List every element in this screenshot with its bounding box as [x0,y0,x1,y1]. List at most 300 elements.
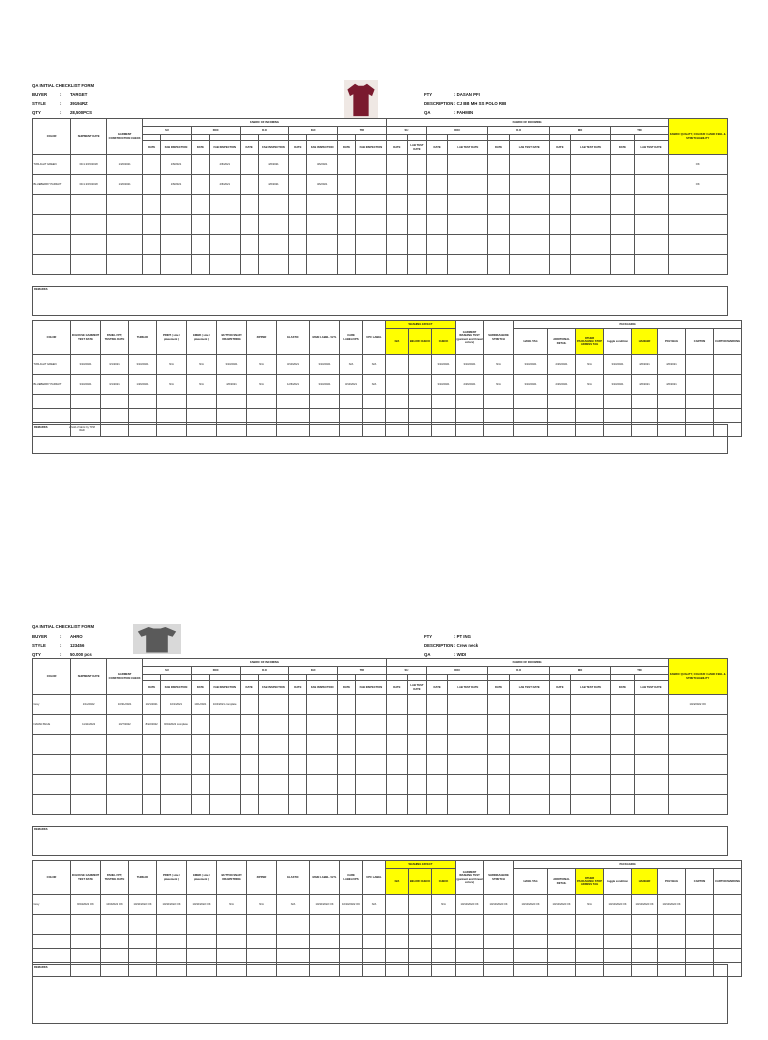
table-cell [258,735,289,755]
table-row [33,755,728,775]
table-cell [714,949,742,963]
table-cell [611,695,634,715]
table-cell: 1/26/2021 [277,375,310,395]
table-cell [448,695,488,715]
table-cell [549,155,570,175]
table-cell: N/A [576,895,604,915]
form-title: QA INITIAL CHECKLIST FORM [32,624,95,629]
table-cell [71,409,101,423]
header-field [424,632,478,641]
table-cell [409,409,432,423]
table-cell [488,175,509,195]
table-cell [338,195,356,215]
header-field [424,641,478,650]
table-row [33,735,728,755]
table-cell [634,735,668,755]
remarks-label: REMARKS [34,426,48,429]
table-row [33,255,728,275]
column-header-thread: THREAD [129,321,157,355]
table-cell: N/A [576,375,604,395]
table-cell [310,409,340,423]
table-cell [386,215,407,235]
group-header: SU [386,667,426,675]
table-cell [571,235,611,255]
table-cell [338,235,356,255]
table-row [33,175,728,195]
table-cell [356,195,387,215]
table-cell [363,935,386,949]
table-cell [514,395,548,409]
field-colon: : [60,643,62,648]
table-cell: N/A [484,375,514,395]
table-cell [209,215,240,235]
table-cell [129,395,157,409]
column-header-fab-inspection: FAB INSPECTION [356,681,387,695]
table-cell [488,775,509,795]
column-header-mainlabel: MAIN LABEL / HTL [310,321,340,355]
table-cell [143,215,161,235]
table-row [33,775,728,795]
group-header: SU [386,127,426,135]
table-cell [240,215,258,235]
row-color: TWILIGHT GREEN [33,155,71,175]
table-cell [356,715,387,735]
table-cell [548,935,576,949]
table-cell [448,215,488,235]
table-cell [509,695,549,715]
column-header-fab-inspection: FAB INSPECTION [258,681,289,695]
table-cell: 10/10/2022 OK [129,895,157,915]
table-cell [217,915,247,935]
table-cell: 1/26/2021 [129,375,157,395]
table-cell [488,255,509,275]
table-cell [386,755,407,775]
table-cell [356,775,387,795]
table-cell [338,735,356,755]
table-cell [240,795,258,815]
table-cell [714,395,742,409]
table-cell: 3/10/2021 [604,355,632,375]
table-cell [129,915,157,935]
field-key: QTY [32,652,41,657]
table-cell [509,735,549,755]
row-garment-check [107,215,143,235]
table-cell [71,935,101,949]
table-cell [258,255,289,275]
row-color: Grey [33,895,71,915]
table-cell [187,935,217,949]
table-cell [307,795,338,815]
table-cell [209,715,240,735]
table-cell [386,795,407,815]
column-header-elastic: ELASTIC [277,861,310,895]
table-cell [157,395,187,409]
table-cell [448,255,488,275]
column-header-button: BUTTON SNAP/ DRAWSTRING [217,321,247,355]
column-header-date: DATE [549,681,570,695]
remarks-box [32,286,728,316]
table-cell [409,355,432,375]
field-key: DESCRIPTION [424,643,454,648]
table-cell [611,715,634,735]
table-cell [632,395,658,409]
table-cell: 10/1/2021 [191,695,209,715]
group-header: DOC [191,667,240,675]
table-cell [571,735,611,755]
row-garment-check [107,195,143,215]
field-key: STYLE [32,643,46,648]
table-cell: 3/10/2021 [310,355,340,375]
table-cell [604,949,632,963]
row-color [33,795,71,815]
column-header-fab-inspection: FAB INSPECTION [356,141,387,155]
row-shipment-date [71,775,107,795]
table-cell [386,775,407,795]
table-cell: 10/10/2022 OK [514,895,548,915]
column-header-date: DATE [611,141,634,155]
table-cell [191,735,209,755]
field-key: FTY [424,634,433,639]
column-header-fab-inspection: FAB INSPECTION [209,681,240,695]
header-field [32,108,92,117]
column-header-lab-test-date: LAB TEST DATE [571,681,611,695]
table-cell [604,409,632,423]
table-cell: N/A [277,895,310,915]
table-cell [307,735,338,755]
table-cell [432,409,456,423]
table-cell: N/A [247,355,277,375]
table-cell [363,915,386,935]
column-header-check: CHECK [432,869,456,895]
table-cell [634,255,668,275]
table-cell [686,409,714,423]
table-cell [549,735,570,755]
column-header-date: DATE [289,141,307,155]
table-cell [363,395,386,409]
table-cell [576,395,604,409]
column-header-fab-inspection: FAB INSPECTION [161,141,192,155]
table-cell [427,695,448,715]
table-cell: 1/8/2021 [161,175,192,195]
table-cell [427,195,448,215]
table-cell [714,895,742,915]
group-header: TRI [338,127,387,135]
row-color [33,255,71,275]
table-cell [611,155,634,175]
table-cell [338,255,356,275]
table-cell [209,735,240,755]
table-row [33,395,742,409]
column-header-polybag: POLYBAG [658,869,686,895]
table-cell [143,735,161,755]
table-cell [289,255,307,275]
table-cell [448,195,488,215]
table-cell: N/A [363,355,386,375]
table-cell [209,755,240,775]
table-cell [289,195,307,215]
column-header-shrinkage: SHRINKAGE/DE STRETCH [484,861,514,895]
table-cell [258,235,289,255]
table-cell [604,935,632,949]
column-header-garment-washing: GARMENT WASHING TEST (garment and thread colors) [456,321,484,355]
table-cell [548,949,576,963]
table-cell [338,715,356,735]
table-cell [611,195,634,215]
table-header-row [33,119,728,127]
table-cell [634,235,668,255]
table-cell [549,255,570,275]
table-cell: N/A [340,355,363,375]
table-cell [604,915,632,935]
table-cell [161,235,192,255]
group-header: TRI [611,127,668,135]
table-cell: 3/1/2021 [101,375,129,395]
field-key: STYLE [32,101,46,106]
table-cell: 10/4/2021 complete [209,695,240,715]
table-cell [240,155,258,175]
table-cell [509,715,549,735]
washing-effect-header: WASHING EFFECT [386,861,456,869]
field-colon: : [60,634,62,639]
table-cell [686,355,714,375]
table-cell [427,215,448,235]
table-cell [407,235,426,255]
table-cell [307,195,338,215]
column-header-carton: CARTON [686,869,714,895]
row-color [33,409,71,423]
table-row [33,935,742,949]
field-value: : CJ BB MH SS POLO RIB [454,101,507,106]
table-cell [576,409,604,423]
table-cell [407,715,426,735]
table-cell [307,715,338,735]
table-cell [509,775,549,795]
washing-effect-header: WASHING EFFECT [386,321,456,329]
table-cell: 10/10/2022 OK [456,895,484,915]
table-cell [340,395,363,409]
table-cell [191,195,209,215]
table-cell: 2/26/2021 [456,375,484,395]
trims-packaging-table [32,320,742,437]
column-header-zipper: ZIPPER [247,861,277,895]
table-cell [448,715,488,735]
table-cell [240,735,258,755]
field-value: : WIDI [454,652,467,657]
table-cell [191,255,209,275]
row-color [33,935,71,949]
column-header-date: DATE [240,681,258,695]
table-cell: 2/26/2021 [548,375,576,395]
table-cell [289,695,307,715]
table-cell [258,195,289,215]
table-cell: 10/10/2022 OK [187,895,217,915]
table-cell [509,255,549,275]
table-cell: 3/10/2021 [129,355,157,375]
column-header-na: N/A [386,869,409,895]
table-cell [611,235,634,255]
table-cell [209,195,240,215]
table-cell [448,775,488,795]
column-header-garment-washing: GARMENT WASHING TEST (garment and thread colors) [456,861,484,895]
table-cell: 3/10/2021 [71,375,101,395]
column-header-date: DATE [143,141,161,155]
table-cell: 8/24/2022 OK [71,895,101,915]
row-garment-check [107,795,143,815]
table-cell: 10/1/2021 [161,695,192,715]
field-value: : PT ING [454,634,471,639]
row-garment-check: 10/31/2021 [107,695,143,715]
table-cell [191,775,209,795]
field-key: DESCRIPTION [424,101,454,106]
table-cell [363,949,386,963]
header-field [424,99,506,108]
table-cell: N/A [157,355,187,375]
column-header-hanger: HANGER [632,329,658,355]
table-cell [258,695,289,715]
table-cell: 8/22/2022 [143,715,161,735]
column-header-below-check: BELOW CHECK [409,329,432,355]
column-header-fab-inspection: FAB INSPECTION [161,681,192,695]
column-header-lab-test-date: LAB TEST DATE [571,141,611,155]
table-cell [571,775,611,795]
table-cell: N/A [157,375,187,395]
column-header-date: DATE [386,141,407,155]
column-header-emb: EMBR ( size / placement ) [187,321,217,355]
row-color [33,775,71,795]
table-cell: 4/6/2021 [307,155,338,175]
table-cell [514,935,548,949]
field-key: BUYER [32,92,48,97]
table-cell [509,795,549,815]
table-cell: N/A [363,895,386,915]
row-fabric-quality [668,795,728,815]
table-cell [101,949,129,963]
table-cell [386,949,409,963]
table-cell [632,949,658,963]
table-cell [571,215,611,235]
table-cell [289,775,307,795]
table-cell [310,935,340,949]
table-cell [307,235,338,255]
table-cell [101,915,129,935]
table-cell [356,255,387,275]
table-cell [289,215,307,235]
table-cell [386,255,407,275]
table-cell [143,775,161,795]
table-row [33,409,742,423]
table-row [33,215,728,235]
table-cell [686,395,714,409]
table-cell [409,895,432,915]
table-cell [101,935,129,949]
table-cell [714,409,742,423]
table-cell [258,795,289,815]
table-cell [448,155,488,175]
table-cell [386,195,407,215]
row-fabric-quality [668,735,728,755]
table-cell [191,715,209,735]
table-row [33,695,728,715]
table-cell [456,395,484,409]
table-cell: 4/6/2021 [209,155,240,175]
table-cell: 10/1/2021 [143,695,161,715]
form-title: QA INITIAL CHECKLIST FORM [32,83,95,88]
table-cell [277,915,310,935]
field-value: 123456 [70,643,85,648]
table-cell [247,935,277,949]
column-header-lab-test-date: LAB TEST DATE [448,681,488,695]
table-cell [161,755,192,775]
field-colon: : [60,92,62,97]
table-cell [310,915,340,935]
row-fabric-quality [668,775,728,795]
table-row [33,915,742,935]
column-header-shipment: SHIPMENT DATE [71,659,107,695]
table-cell [488,215,509,235]
table-cell: 10/10/2022 OK [604,895,632,915]
table-cell: N/A [217,895,247,915]
row-shipment-date [71,235,107,255]
row-fabric-quality [668,195,728,215]
table-cell [71,395,101,409]
table-cell [658,409,686,423]
table-row [33,895,742,915]
table-cell [386,895,409,915]
table-cell [356,215,387,235]
table-cell [307,215,338,235]
table-cell: 3/10/2021 [432,355,456,375]
table-cell: N/A [484,355,514,375]
table-cell: 4/6/2021 [217,375,247,395]
table-cell [632,915,658,935]
table-header-row [33,861,742,869]
group-header: DOC [191,127,240,135]
table-cell: 3/10/2021 [456,355,484,375]
table-cell: 10/10/2022 OK [484,895,514,915]
table-cell [340,949,363,963]
table-row [33,795,728,815]
table-row [33,375,742,395]
table-cell [549,195,570,215]
table-cell [658,395,686,409]
table-cell [549,715,570,735]
table-cell: 3/10/2021 [340,375,363,395]
table-cell [634,155,668,175]
row-garment-check [107,775,143,795]
table-cell [456,949,484,963]
row-color: Grey [33,695,71,715]
table-cell [161,775,192,795]
table-cell: 3/10/2021 [217,355,247,375]
row-garment-check [107,255,143,275]
table-cell [247,395,277,409]
table-cell [509,215,549,235]
table-cell [548,409,576,423]
table-cell [386,355,409,375]
column-header-fab-inspection: FAB INSPECTION [209,141,240,155]
column-header-care: CARE LABEL/UPS [340,861,363,895]
row-fabric-quality: 10/4/2022 OK [668,695,728,715]
table-cell [407,215,426,235]
table-cell [514,949,548,963]
column-header-garment-construction: GARMENT CONSTRUCTION CHECK [107,119,143,155]
table-cell [143,155,161,175]
table-cell [509,155,549,175]
group-header: TRI [338,667,387,675]
group-header: MO [549,667,610,675]
table-cell [409,949,432,963]
table-cell [240,175,258,195]
